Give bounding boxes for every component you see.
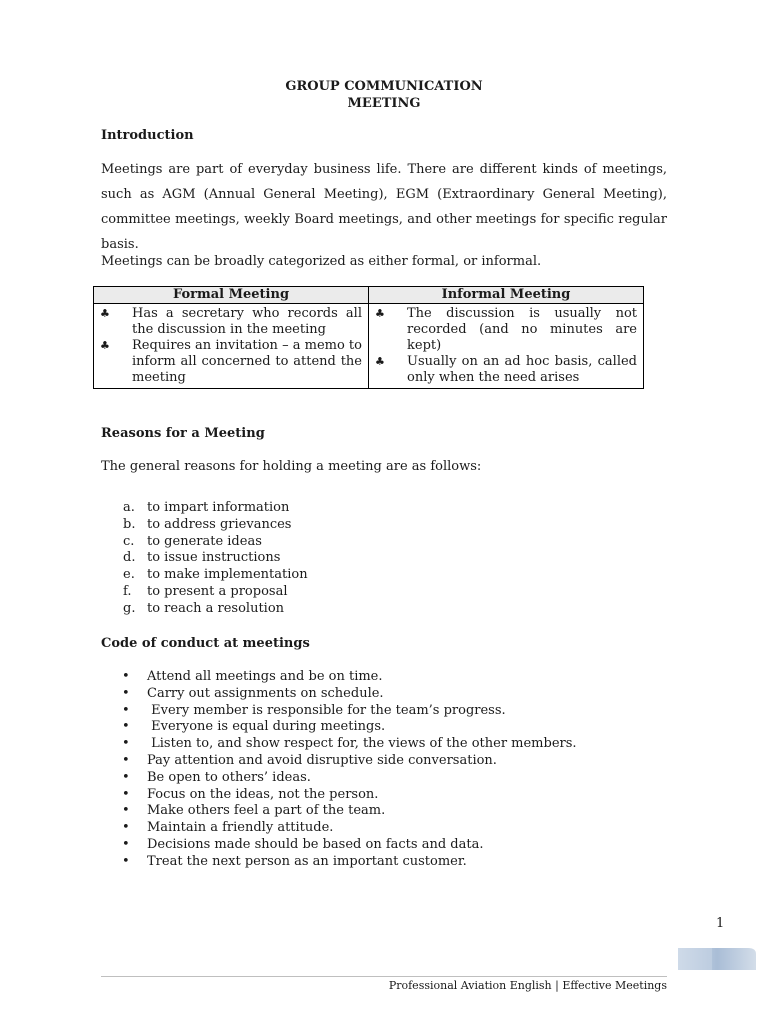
conduct-list: [101, 669, 577, 871]
formal-item-text: Has a secretary who records all the discussion in the meeting: [132, 306, 362, 337]
list-item: c. to generate ideas: [123, 533, 262, 549]
document-title: [0, 78, 768, 112]
informal-meeting-cell: [369, 304, 644, 389]
list-item: • Maintain a friendly attitude.: [122, 820, 334, 836]
formal-item-text: Requires an invitation – a memo to inform all concerned to attend the meeting: [132, 338, 362, 385]
club-bullet-icon: ♣: [100, 339, 110, 352]
informal-item-text: Usually on an ad hoc basis, called only when the need arises: [407, 354, 637, 385]
list-item: e. to make implementation: [123, 567, 308, 583]
list-item: a. to impart information: [123, 500, 290, 515]
list-item: • Every member is responsible for the team’s progress.: [122, 702, 506, 718]
informal-meeting-header: Informal Meeting: [369, 287, 644, 304]
club-bullet-icon: ♣: [100, 307, 110, 320]
page-footer: Professional Aviation English | Effective Meetings: [388, 979, 667, 992]
formal-item: [100, 306, 362, 338]
page-number: 1: [716, 916, 725, 931]
list-item: • Attend all meetings and be on time.: [122, 669, 383, 684]
list-item: • Focus on the ideas, not the person.: [122, 786, 379, 802]
introduction-heading: Introduction: [101, 128, 194, 143]
reasons-heading: Reasons for a Meeting: [101, 426, 265, 441]
formal-item: [100, 338, 362, 386]
formal-meeting-cell: [94, 304, 369, 389]
list-item: f. to present a proposal: [123, 583, 288, 599]
title-line-2: MEETING: [347, 96, 421, 111]
reasons-list: [101, 500, 308, 618]
title-line-1: GROUP COMMUNICATION: [285, 79, 483, 94]
list-item: • Everyone is equal during meetings.: [122, 719, 386, 735]
list-item: • Make others feel a part of the team.: [122, 803, 386, 819]
list-item: • Treat the next person as an important customer.: [122, 853, 467, 869]
club-bullet-icon: ♣: [375, 307, 385, 320]
informal-item: [375, 354, 637, 386]
introduction-paragraph: Meetings are part of everyday business life. There are different kinds of meetings, such as AGM (Annual General Meeting), EGM (Extraordinary General Meeting), committee meetings, weekly Board meetings, and other meetings for specific regular basis.: [101, 162, 667, 252]
list-item: • Be open to others’ ideas.: [122, 769, 311, 785]
list-item: • Pay attention and avoid disruptive side conversation.: [122, 752, 497, 768]
club-bullet-icon: ♣: [375, 355, 385, 368]
list-item: g. to reach a resolution: [123, 600, 285, 616]
list-item: • Listen to, and show respect for, the views of the other members.: [122, 736, 577, 752]
list-item: d. to issue instructions: [123, 550, 281, 566]
meeting-comparison-table: [93, 286, 644, 389]
informal-item: [375, 306, 637, 354]
list-item: • Carry out assignments on schedule.: [122, 685, 384, 701]
footer-rule: [101, 976, 667, 977]
categories-paragraph: Meetings can be broadly categorized as either formal, or informal.: [101, 254, 542, 269]
list-item: b. to address grievances: [123, 516, 292, 532]
formal-meeting-header: Formal Meeting: [94, 287, 369, 304]
informal-item-text: The discussion is usually not recorded (and no minutes are kept): [407, 306, 637, 353]
page-tab-decoration: [676, 946, 758, 972]
list-item: • Decisions made should be based on facts and data.: [122, 836, 484, 852]
reasons-lead: The general reasons for holding a meeting are as follows:: [101, 459, 482, 474]
conduct-heading: Code of conduct at meetings: [101, 636, 310, 651]
